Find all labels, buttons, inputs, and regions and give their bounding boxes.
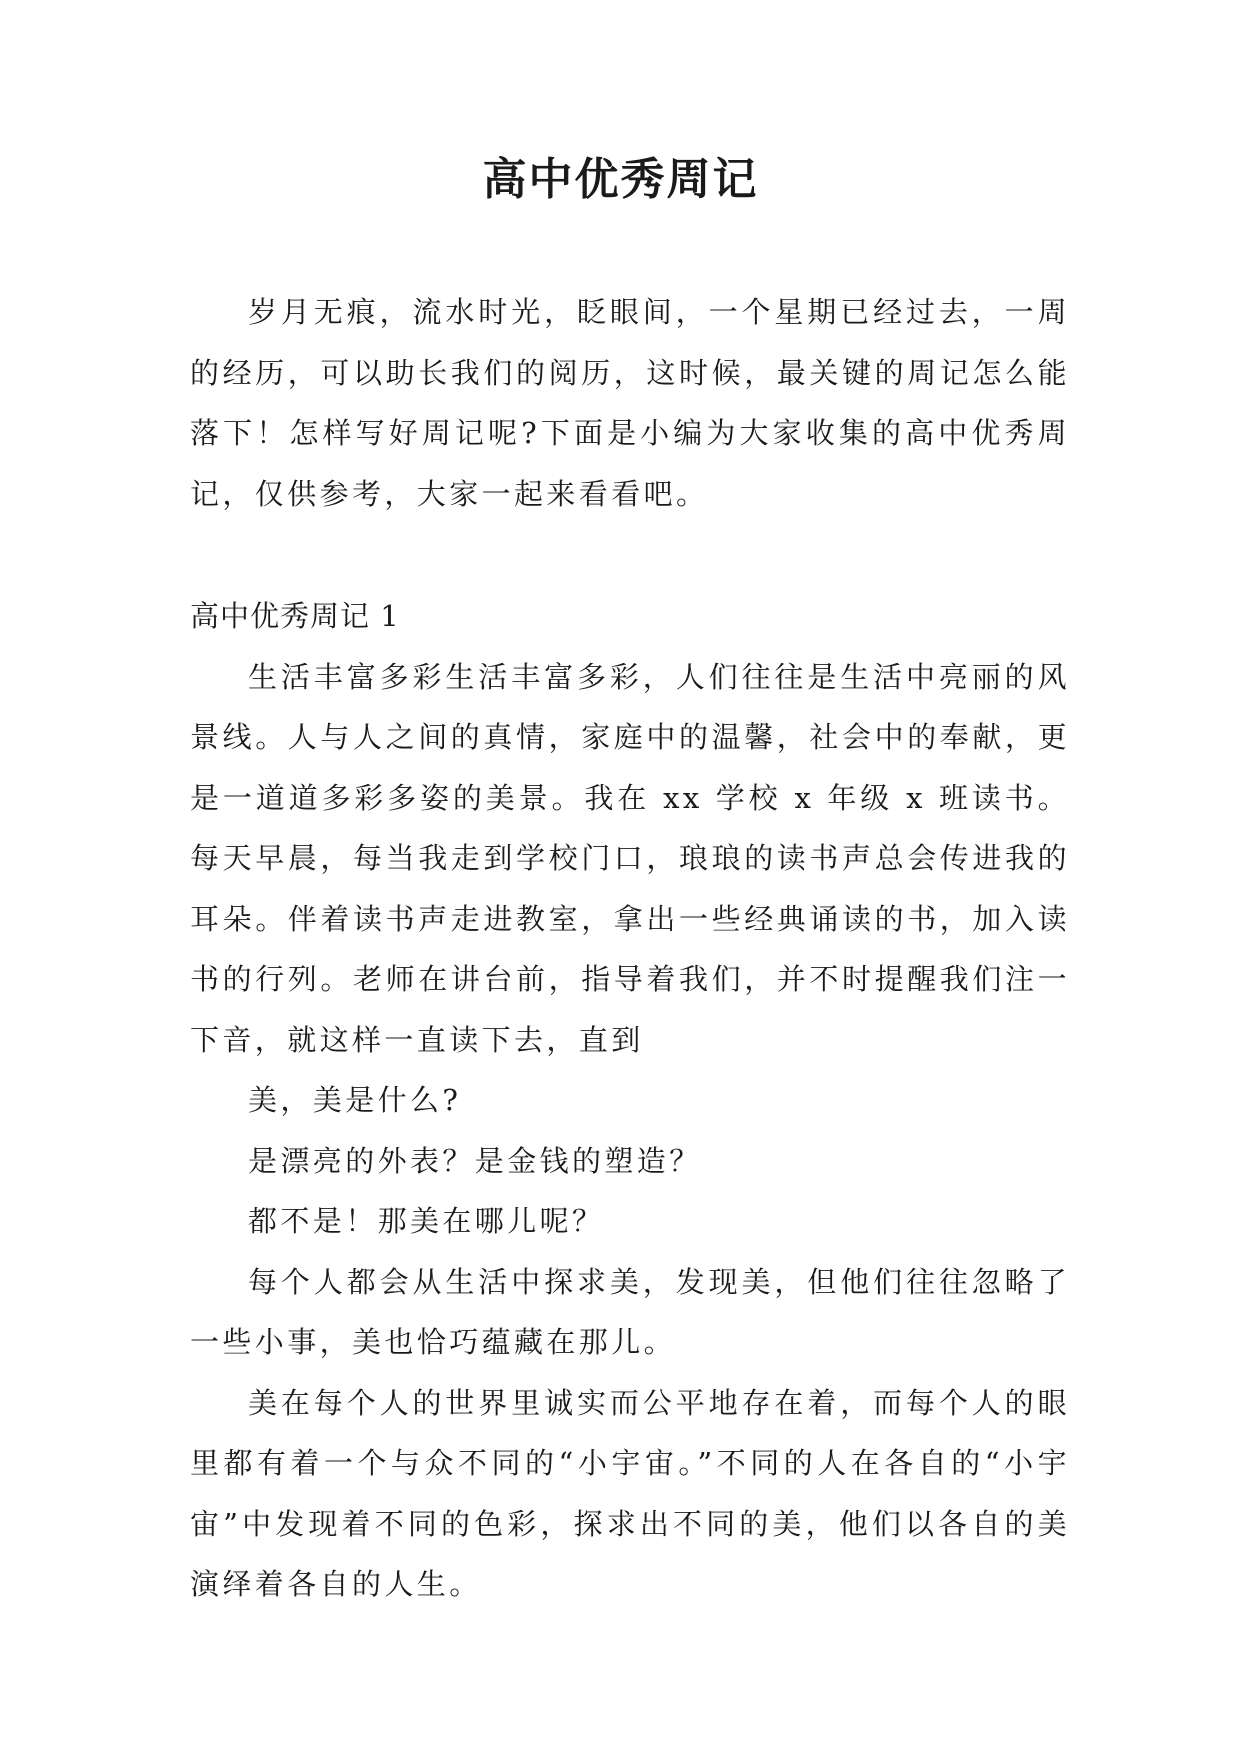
body-paragraph: 美在每个人的世界里诚实而公平地存在着，而每个人的眼里都有着一个与众不同的“小宇宙。”不同的人在各自的“小宇宙”中发现着不同的色彩，探求出不同的美，他们以各自的美演绎着各自的人生。 (190, 1385, 1070, 1601)
body-paragraph: 是漂亮的外表？是金钱的塑造？ (248, 1143, 702, 1178)
body-paragraph: 都不是！那美在哪儿呢？ (248, 1204, 605, 1238)
document-title: 高中优秀周记 (482, 154, 759, 205)
body-paragraph: 每个人都会从生活中探求美，发现美，但他们往往忽略了一些小事，美也恰巧蕴藏在那儿。 (190, 1264, 1070, 1359)
document-body (190, 282, 1070, 1615)
body-paragraph: 美，美是什么? (248, 1083, 462, 1117)
section-gap (190, 524, 1070, 586)
body-paragraph: 生活丰富多彩生活丰富多彩，人们往往是生活中亮丽的风景线。人与人之间的真情，家庭中的温馨，社会中的奉献，更是一道道多彩多姿的美景。我在 xx 学校 x 年级 x 班读书。每天早晨，每当我走到学校门口，琅琅的读书声总会传进我的耳朵。伴着读书声走进教室，拿出一些经典诵读的书，加入读书的行列。老师在讲台前，指导着我们，并不时提醒我们注一下音，就这样一直读下去，直到 (190, 659, 1070, 1057)
section-heading: 高中优秀周记 1 (190, 599, 400, 633)
intro-paragraph: 岁月无痕，流水时光，眨眼间，一个星期已经过去，一周的经历，可以助长我们的阅历，这时候，最关键的周记怎么能落下！怎样写好周记呢?下面是小编为大家收集的高中优秀周记，仅供参考，大家一起来看看吧。 (190, 295, 1070, 511)
